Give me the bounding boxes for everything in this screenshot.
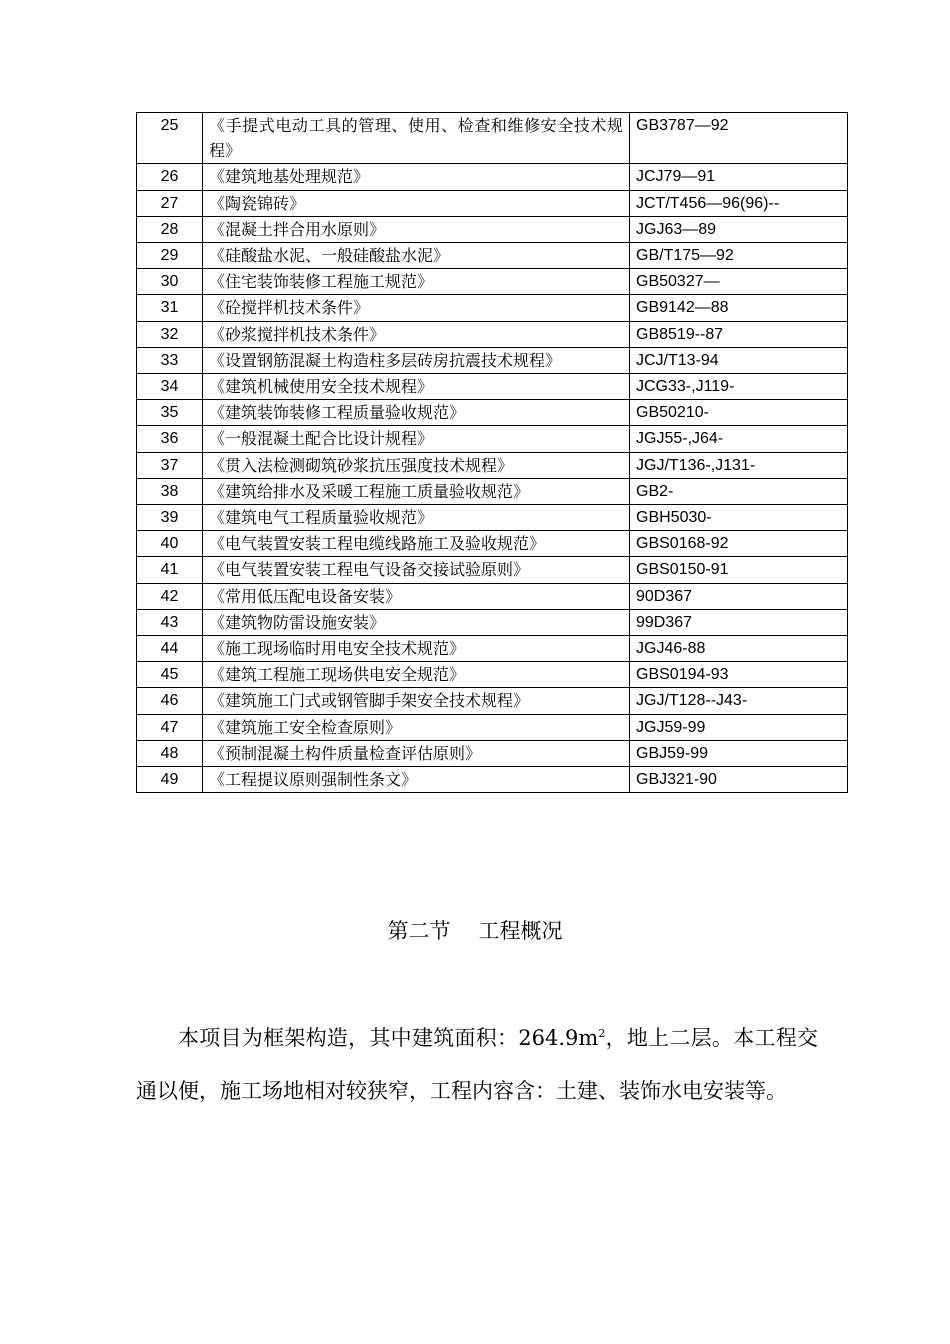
standard-name: 《建筑电气工程质量验收规范》 [203, 505, 630, 531]
table-row [137, 243, 848, 269]
standard-name: 《贯入法检测砌筑砂浆抗压强度技术规程》 [203, 452, 630, 478]
table-row [137, 505, 848, 531]
standard-name: 《建筑机械使用安全技术规程》 [203, 374, 630, 400]
standard-code: JCJ79—91 [630, 164, 848, 190]
row-number: 49 [137, 767, 203, 793]
standard-code: GBS0150-91 [630, 557, 848, 583]
section-heading [0, 916, 950, 946]
standard-name: 《砂浆搅拌机技术条件》 [203, 321, 630, 347]
row-number: 26 [137, 164, 203, 190]
table-row [137, 583, 848, 609]
standard-name: 《设置钢筋混凝土构造柱多层砖房抗震技术规程》 [203, 347, 630, 373]
row-number: 36 [137, 426, 203, 452]
standard-name: 《预制混凝土构件质量检查评估原则》 [203, 740, 630, 766]
table-row [137, 164, 848, 190]
table-row [137, 190, 848, 216]
standard-name: 《混凝土拌合用水原则》 [203, 216, 630, 242]
row-number: 47 [137, 714, 203, 740]
standard-code: GBJ59-99 [630, 740, 848, 766]
standard-name: 《建筑给排水及采暖工程施工质量验收规范》 [203, 478, 630, 504]
row-number: 39 [137, 505, 203, 531]
standard-code: GB9142—88 [630, 295, 848, 321]
table-row [137, 452, 848, 478]
standard-name: 《建筑施工安全检查原则》 [203, 714, 630, 740]
table-row [137, 269, 848, 295]
row-number: 46 [137, 688, 203, 714]
standard-code: GBH5030- [630, 505, 848, 531]
standard-name: 《陶瓷锦砖》 [203, 190, 630, 216]
standard-name: 《手提式电动工具的管理、使用、检查和维修安全技术规程》 [203, 113, 630, 164]
table-row [137, 636, 848, 662]
table-row [137, 216, 848, 242]
standard-code: JGJ63—89 [630, 216, 848, 242]
standard-code: GB3787—92 [630, 113, 848, 164]
table-row [137, 688, 848, 714]
table-row [137, 662, 848, 688]
area-unit-superscript: 2 [598, 1027, 606, 1040]
standards-table [136, 112, 848, 793]
row-number: 25 [137, 113, 203, 164]
table-row [137, 531, 848, 557]
table-row [137, 347, 848, 373]
row-number: 37 [137, 452, 203, 478]
overview-text-before: 本项目为框架构造，其中建筑面积：264.9m [178, 1026, 599, 1050]
standard-code: JGJ59-99 [630, 714, 848, 740]
table-row [137, 295, 848, 321]
row-number: 35 [137, 400, 203, 426]
section-number: 第二节 [387, 919, 451, 943]
overview-text-after: ，地上二层。本工程交通以便，施工场地相对较狭窄，工程内容含：土建、装饰水电安装等。 [136, 1026, 819, 1103]
standard-name: 《建筑地基处理规范》 [203, 164, 630, 190]
standard-code: GBS0168-92 [630, 531, 848, 557]
standard-name: 《住宅装饰装修工程施工规范》 [203, 269, 630, 295]
standard-name: 《建筑物防雷设施安装》 [203, 609, 630, 635]
standard-code: JCT/T456—96(96)-- [630, 190, 848, 216]
row-number: 44 [137, 636, 203, 662]
standard-name: 《工程提议原则强制性条文》 [203, 767, 630, 793]
standard-code: JGJ/T128--J43- [630, 688, 848, 714]
row-number: 41 [137, 557, 203, 583]
table-row [137, 609, 848, 635]
standard-code: GB/T175—92 [630, 243, 848, 269]
standard-code: 99D367 [630, 609, 848, 635]
standard-name: 《砼搅拌机技术条件》 [203, 295, 630, 321]
standard-name: 《一般混凝土配合比设计规程》 [203, 426, 630, 452]
row-number: 38 [137, 478, 203, 504]
overview-paragraph [136, 1012, 818, 1118]
standards-table-body [137, 113, 848, 793]
standard-code: JGJ46-88 [630, 636, 848, 662]
standard-name: 《建筑装饰装修工程质量验收规范》 [203, 400, 630, 426]
table-row [137, 374, 848, 400]
standard-name: 《电气装置安装工程电气设备交接试验原则》 [203, 557, 630, 583]
standard-name: 《施工现场临时用电安全技术规范》 [203, 636, 630, 662]
standard-code: GB50327— [630, 269, 848, 295]
table-row [137, 714, 848, 740]
table-row [137, 321, 848, 347]
row-number: 45 [137, 662, 203, 688]
standard-code: JCG33-,J119- [630, 374, 848, 400]
row-number: 33 [137, 347, 203, 373]
row-number: 30 [137, 269, 203, 295]
row-number: 29 [137, 243, 203, 269]
standard-code: JGJ55-,J64- [630, 426, 848, 452]
standard-code: GBS0194-93 [630, 662, 848, 688]
row-number: 31 [137, 295, 203, 321]
standard-name: 《硅酸盐水泥、一般硅酸盐水泥》 [203, 243, 630, 269]
table-row [137, 113, 848, 164]
row-number: 34 [137, 374, 203, 400]
table-row [137, 767, 848, 793]
standard-name: 《建筑施工门式或钢管脚手架安全技术规程》 [203, 688, 630, 714]
standard-name: 《电气装置安装工程电缆线路施工及验收规范》 [203, 531, 630, 557]
table-row [137, 557, 848, 583]
standard-code: GB8519--87 [630, 321, 848, 347]
standard-code: 90D367 [630, 583, 848, 609]
standard-name: 《常用低压配电设备安装》 [203, 583, 630, 609]
table-row [137, 478, 848, 504]
standard-code: GB2- [630, 478, 848, 504]
standard-code: JGJ/T136-,J131- [630, 452, 848, 478]
section-title: 工程概况 [478, 919, 563, 943]
table-row [137, 426, 848, 452]
row-number: 42 [137, 583, 203, 609]
standard-code: GBJ321-90 [630, 767, 848, 793]
row-number: 28 [137, 216, 203, 242]
standard-name: 《建筑工程施工现场供电安全规范》 [203, 662, 630, 688]
row-number: 40 [137, 531, 203, 557]
row-number: 27 [137, 190, 203, 216]
standard-code: JCJ/T13-94 [630, 347, 848, 373]
row-number: 48 [137, 740, 203, 766]
row-number: 43 [137, 609, 203, 635]
standard-code: GB50210- [630, 400, 848, 426]
table-row [137, 400, 848, 426]
row-number: 32 [137, 321, 203, 347]
table-row [137, 740, 848, 766]
